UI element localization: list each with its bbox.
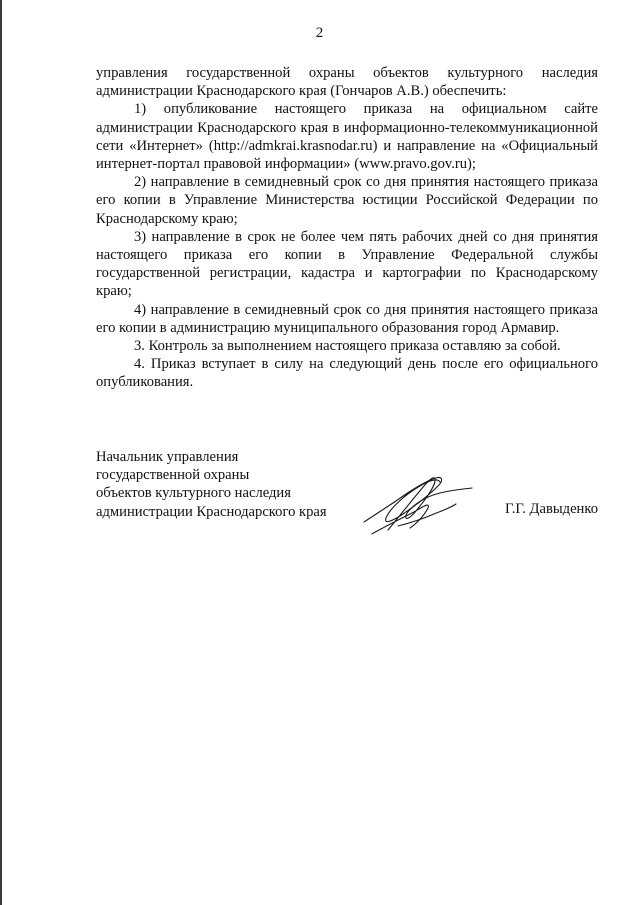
paragraph: 4) направление в семидневный срок со дня принятия настоящего приказа его копии в администрацию муниципального образования город Армавир. [96, 301, 598, 336]
paragraph: 2) направление в семидневный срок со дня принятия настоящего приказа его копии в Управление Министерства юстиции Российской Федерации по Краснодарскому краю; [96, 174, 598, 227]
document-body [96, 64, 598, 392]
page-number: 2 [315, 25, 324, 41]
paragraph: 3. Контроль за выполнением настоящего приказа оставляю за собой. [134, 338, 561, 355]
signer-name: Г.Г. Давыденко [504, 501, 598, 517]
signer-title: Начальник управления государственной охраны объектов культурного наследия администрации Краснодарского края [96, 449, 327, 520]
page-left-edge [0, 0, 2, 905]
paragraph: 4. Приказ вступает в силу на следующий день после его официального опубликования. [96, 356, 598, 391]
paragraph: 1) опубликование настоящего приказа на официальном сайте администрации Краснодарского края в информационно-телекоммуникационной сети «Интернет» (http://admkrai.krasnodar.ru) и направление на «Официальный интернет-портал правовой информации» (www.pravo.gov.ru); [96, 101, 598, 173]
signature-block [96, 448, 598, 538]
paragraph: управления государственной охраны объектов культурного наследия администрации Краснодарского края (Гончаров А.В.) обеспечить: [96, 65, 598, 100]
handwritten-signature [358, 464, 478, 546]
paragraph: 3) направление в срок не более чем пять рабочих дней со дня принятия настоящего приказа его копии в Управление Федеральной службы государственной регистрации, кадастра и картографии по Краснодарскому краю; [96, 228, 598, 300]
